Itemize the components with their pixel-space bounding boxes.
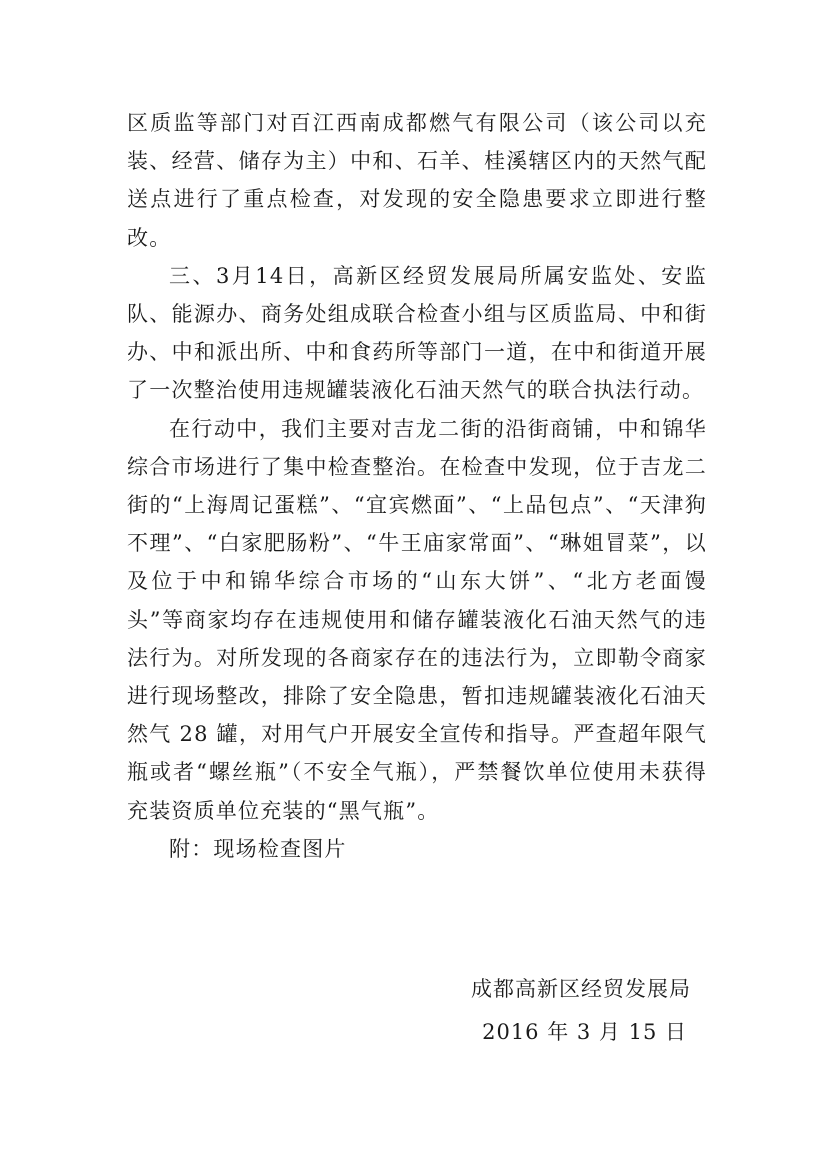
paragraph-inspection-details: 在行动中，我们主要对吉龙二街的沿街商铺，中和锦华综合市场进行了集中检查整治。在检查中发现，位于吉龙二街的“上海周记蛋糕”、“宜宾燃面”、“上品包点”、“天津狗不理”、“白家肥肠粉”、“牛王庙家常面”、“琳姐冒菜”，以及位于中和锦华综合市场的“山东大饼”、“北方老面馒头”等商家均存在违规使用和储存罐装液化石油天然气的违法行为。对所发现的各商家存在的违法行为，立即勒令商家进行现场整改，排除了安全隐患，暂扣违规罐装液化石油天然气 28 罐，对用气户开展安全宣传和指导。严查超年限气瓶或者“螺丝瓶”（不安全气瓶），严禁餐饮单位使用未获得充装资质单位充装的“黑气瓶”。: [127, 416, 707, 823]
signature-organization: 成都高新区经贸发展局: [471, 977, 691, 1001]
document-body: [127, 104, 707, 868]
attachment-note: 附：现场检查图片: [169, 836, 347, 861]
paragraph-section-three: 三、3月14日，高新区经贸发展局所属安监处、安监队、能源办、商务处组成联合检查小组与区质监局、中和街办、中和派出所、中和食药所等部门一道，在中和街道开展了一次整治使用违规罐装液化石油天然气的联合执法行动。: [127, 263, 707, 403]
signature-date: 2016 年 3 月 15 日: [482, 1020, 687, 1044]
paragraph-continuation: 区质监等部门对百江西南成都燃气有限公司（该公司以充装、经营、储存为主）中和、石羊、桂溪辖区内的天然气配送点进行了重点检查，对发现的安全隐患要求立即进行整改。: [127, 111, 707, 250]
